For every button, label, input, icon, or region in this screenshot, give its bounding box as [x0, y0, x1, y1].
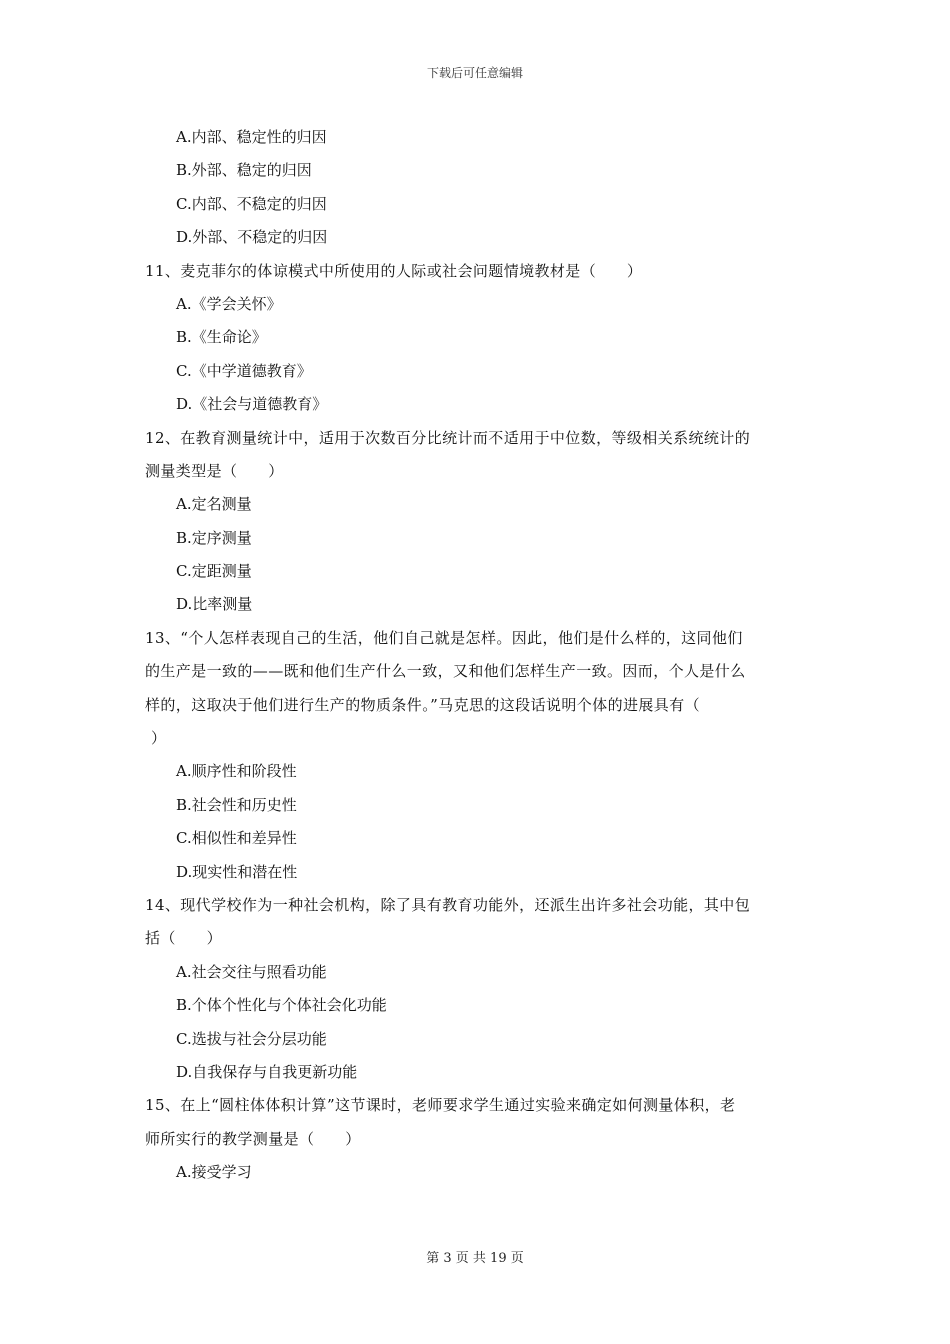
- question-text: 12、在教育测量统计中，适用于次数百分比统计而不适用于中位数，等级相关系统统计的: [145, 428, 751, 447]
- option-b: B.《生命论》: [176, 328, 267, 347]
- question-14: [145, 889, 807, 1089]
- question-text: 11、麦克菲尔的体谅模式中所使用的人际或社会问题情境教材是（ ）: [145, 261, 643, 280]
- option-a: A.顺序性和阶段性: [176, 762, 297, 781]
- question-text-continued: 测量类型是（ ）: [145, 461, 284, 480]
- option-d: D.现实性和潜在性: [176, 862, 298, 881]
- page-footer: 第 3 页 共 19 页: [426, 1251, 524, 1266]
- question-text-continued: 样的，这取决于他们进行生产的物质条件。”马克思的这段话说明个体的进展具有（: [145, 695, 700, 714]
- question-text-continued: 师所实行的教学测量是（ ）: [145, 1129, 361, 1148]
- question-text: 15、在上“圆柱体体积计算”这节课时，老师要求学生通过实验来确定如何测量体积，老: [145, 1096, 736, 1115]
- option-a: A.接受学习: [176, 1163, 252, 1182]
- question-10-options: [145, 121, 807, 255]
- question-text: 14、现代学校作为一种社会机构，除了具有教育功能外，还派生出许多社会功能，其中包: [145, 895, 751, 914]
- question-text: 13、“个人怎样表现自己的生活，他们自己就是怎样。因此，他们是什么样的，这同他们: [145, 628, 743, 647]
- question-text-continued: ）: [151, 729, 167, 748]
- option-c: C.相似性和差异性: [176, 829, 297, 848]
- option-d: D.自我保存与自我更新功能: [176, 1062, 358, 1081]
- option-d: D.比率测量: [176, 595, 253, 614]
- question-11: [145, 255, 807, 422]
- option-c: C.定距测量: [176, 562, 252, 581]
- question-12: [145, 422, 807, 622]
- question-list: [145, 121, 807, 1190]
- page-header: 下载后可任意编辑: [426, 66, 523, 80]
- option-b: B.个体个性化与个体社会化功能: [176, 996, 387, 1015]
- option-a: A.《学会关怀》: [176, 294, 282, 313]
- option-b: B.社会性和历史性: [176, 795, 297, 814]
- option-a: A.社会交往与照看功能: [176, 962, 327, 981]
- question-15: [145, 1089, 807, 1189]
- question-text-continued: 括（ ）: [145, 929, 223, 948]
- option-a: A.定名测量: [176, 495, 252, 514]
- option-d: D.《社会与道德教育》: [176, 395, 328, 414]
- option-b: B.定序测量: [176, 528, 252, 547]
- option-a: A.内部、稳定性的归因: [176, 128, 327, 146]
- option-c: C.选拔与社会分层功能: [176, 1029, 327, 1048]
- option-c: C.内部、不稳定的归因: [176, 194, 327, 213]
- question-text-continued: 的生产是一致的——既和他们生产什么一致，又和他们怎样生产一致。因而，个人是什么: [145, 662, 746, 681]
- option-b: B.外部、稳定的归因: [176, 161, 312, 180]
- option-d: D.外部、不稳定的归因: [176, 228, 328, 247]
- option-c: C.《中学道德教育》: [176, 361, 312, 380]
- question-13: [145, 622, 807, 889]
